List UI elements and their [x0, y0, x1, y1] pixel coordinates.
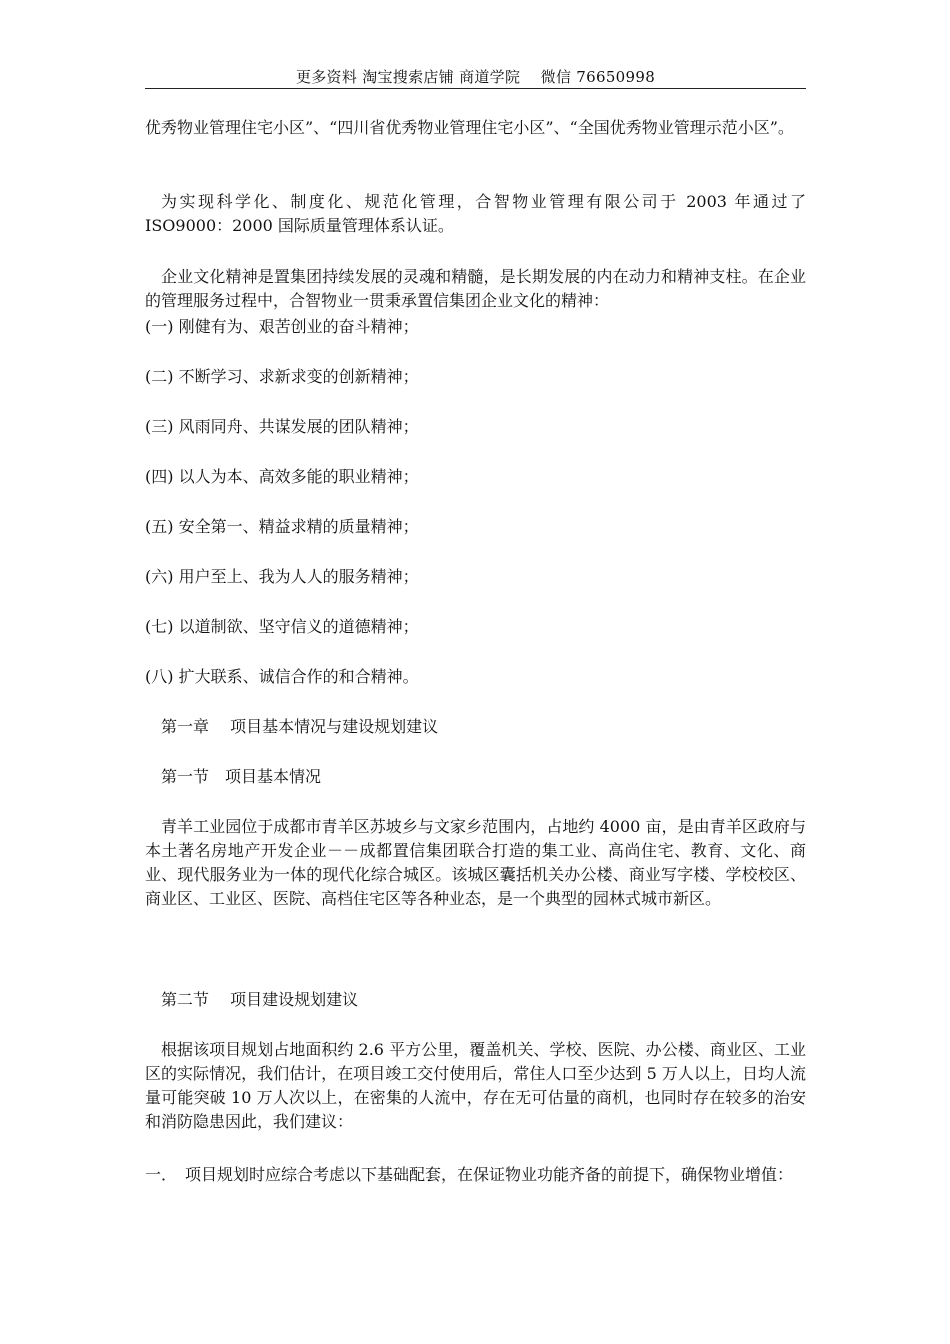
- paragraph-award-continuation: 优秀物业管理住宅小区”、“四川省优秀物业管理住宅小区”、“全国优秀物业管理示范小区”。: [145, 118, 794, 137]
- paragraph-corporate-culture: 企业文化精神是置集团持续发展的灵魂和精髓，是长期发展的内在动力和精神支柱。在企业的管理服务过程中，合智物业一贯秉承置信集团企业文化的精神：: [145, 267, 806, 310]
- section-2-heading: 第二节 项目建设规划建议: [161, 990, 359, 1009]
- paragraph-project-overview: 青羊工业园位于成都市青羊区苏坡乡与文家乡范围内，占地约 4000 亩，是由青羊区政府与本土著名房地产开发企业－－成都置信集团联合打造的集工业、高尚住宅、教育、文化、商业、现代服务业为一体的现代化综合城区。该城区囊括机关办公楼、商业写字楼、学校校区、商业区、工业区、医院、高档住宅区等各种业态，是一个典型的园林式城市新区。: [145, 817, 806, 908]
- spirit-item-4: (四) 以人为本、高效多能的职业精神；: [145, 467, 419, 486]
- section-1-heading: 第一节 项目基本情况: [161, 767, 322, 786]
- paragraph-planning-estimate: 根据该项目规划占地面积约 2.6 平方公里，覆盖机关、学校、医院、办公楼、商业区、工业区的实际情况，我们估计，在项目竣工交付使用后，常住人口至少达到 5 万人以上，日均人流量可能突破 10 万人次以上，在密集的人流中，存在无可估量的商机，也同时存在较多的治安和消防隐患因此，我们建议：: [145, 1040, 806, 1131]
- spirit-item-3: (三) 风雨同舟、共谋发展的团队精神；: [145, 417, 419, 436]
- spirit-item-7: (七) 以道制欲、坚守信义的道德精神；: [145, 617, 419, 636]
- header-divider: [145, 88, 806, 89]
- paragraph-iso-certification: 为实现科学化、制度化、规范化管理，合智物业管理有限公司于 2003 年通过了 ISO9000：2000 国际质量管理体系认证。: [145, 192, 806, 235]
- spirit-item-2: (二) 不断学习、求新求变的创新精神；: [145, 367, 419, 386]
- spirit-item-8: (八) 扩大联系、诚信合作的和合精神。: [145, 667, 419, 686]
- page-header: 更多资料 淘宝搜索店铺 商道学院 微信 76650998: [295, 68, 656, 86]
- spirit-item-1: (一) 刚健有为、艰苦创业的奋斗精神；: [145, 317, 419, 336]
- spirit-item-6: (六) 用户至上、我为人人的服务精神；: [145, 567, 419, 586]
- chapter-1-heading: 第一章 项目基本情况与建设规划建议: [161, 717, 439, 736]
- paragraph-recommendation-1: 一． 项目规划时应综合考虑以下基础配套，在保证物业功能齐备的前提下，确保物业增值：: [145, 1165, 794, 1184]
- spirit-item-5: (五) 安全第一、精益求精的质量精神；: [145, 517, 419, 536]
